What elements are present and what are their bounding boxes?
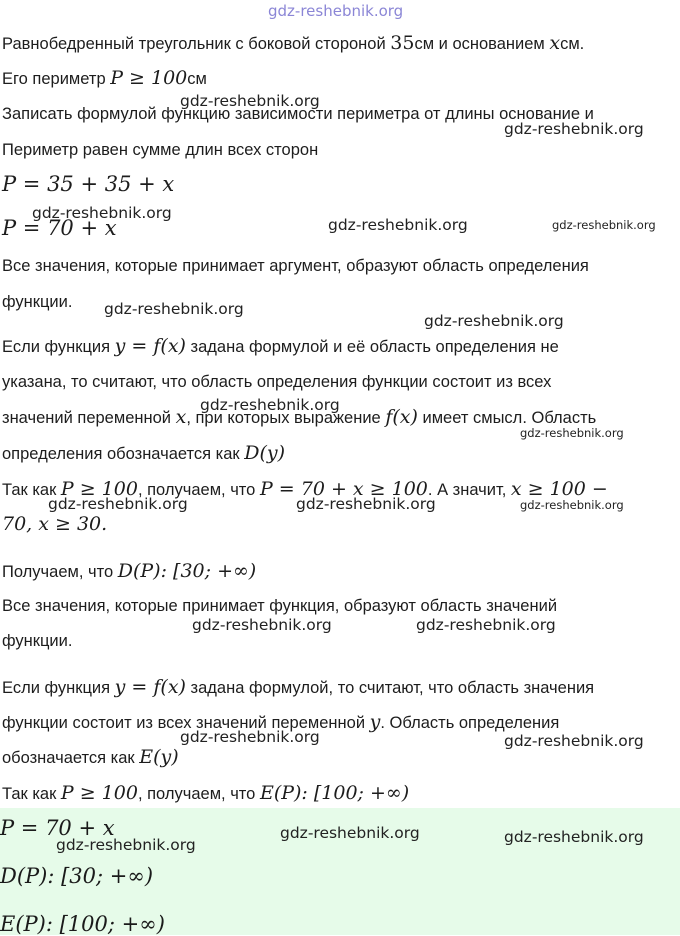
- watermark: gdz-reshebnik.org: [200, 396, 340, 414]
- domain-rule-1: Если функция y = f(x) задана формулой и её область определения не: [2, 335, 559, 357]
- formula-perimeter-sum: P = 35 + 35 + x: [2, 172, 175, 196]
- watermark: gdz-reshebnik.org: [180, 728, 320, 746]
- domain-definition-1: Все значения, которые принимает аргумент, образуют область определения: [2, 257, 589, 275]
- watermark: gdz-reshebnik.org: [424, 312, 564, 330]
- problem-line-2: Его периметр P ≥ 100см: [2, 67, 207, 89]
- watermark: gdz-reshebnik.org: [280, 824, 420, 842]
- watermark: gdz-reshebnik.org: [328, 216, 468, 234]
- domain-derivation-1: Так как P ≥ 100, получаем, что P = 70 + x ≥ 100. А значит, x ≥ 100 −: [2, 478, 608, 500]
- watermark: gdz-reshebnik.org: [552, 218, 656, 232]
- watermark: gdz-reshebnik.org: [56, 836, 196, 854]
- watermark: gdz-reshebnik.org: [32, 204, 172, 222]
- watermark: gdz-reshebnik.org: [180, 92, 320, 110]
- range-result: Так как P ≥ 100, получаем, что E(P): [100; +∞): [2, 782, 410, 804]
- watermark-top: gdz-reshebnik.org: [268, 2, 404, 20]
- watermark: gdz-reshebnik.org: [416, 616, 556, 634]
- range-definition-2: функции.: [2, 632, 73, 650]
- problem-line-3: Записать формулой функцию зависимости периметра от длины основание и: [2, 105, 594, 123]
- watermark: gdz-reshebnik.org: [504, 732, 644, 750]
- range-rule-3: обозначается как E(y): [2, 746, 179, 768]
- watermark: gdz-reshebnik.org: [520, 498, 624, 512]
- watermark: gdz-reshebnik.org: [504, 120, 644, 138]
- watermark: gdz-reshebnik.org: [520, 426, 624, 440]
- domain-rule-3: значений переменной x, при которых выражение f(x) имеет смысл. Область: [2, 406, 597, 428]
- watermark: gdz-reshebnik.org: [504, 828, 644, 846]
- formula-perimeter: P = 70 + x: [2, 216, 117, 240]
- range-definition-1: Все значения, которые принимает функция, образуют область значений: [2, 597, 558, 615]
- answer-formula: P = 70 + x: [0, 816, 115, 840]
- range-rule-1: Если функция y = f(x) задана формулой, то считают, что область значения: [2, 676, 595, 698]
- watermark: gdz-reshebnik.org: [104, 300, 244, 318]
- watermark: gdz-reshebnik.org: [192, 616, 332, 634]
- domain-derivation-2: 70, x ≥ 30.: [2, 513, 108, 535]
- range-rule-2: функции состоит из всех значений переменной y. Область определения: [2, 711, 560, 733]
- domain-rule-2: указана, то считают, что область определения функции состоит из всех: [2, 373, 552, 391]
- domain-rule-4: определения обозначается как D(y): [2, 442, 286, 464]
- watermark: gdz-reshebnik.org: [48, 495, 188, 513]
- solution-line-perimeter: Периметр равен сумме длин всех сторон: [2, 141, 319, 159]
- domain-definition-2: функции.: [2, 293, 73, 311]
- watermark: gdz-reshebnik.org: [296, 495, 436, 513]
- problem-line-1: Равнобедренный треугольник с боковой стороной 35см и основанием xсм.: [2, 32, 585, 54]
- answer-domain: D(P): [30; +∞): [0, 864, 154, 888]
- answer-range: E(P): [100; +∞): [0, 912, 165, 936]
- domain-result: Получаем, что D(P): [30; +∞): [2, 560, 257, 582]
